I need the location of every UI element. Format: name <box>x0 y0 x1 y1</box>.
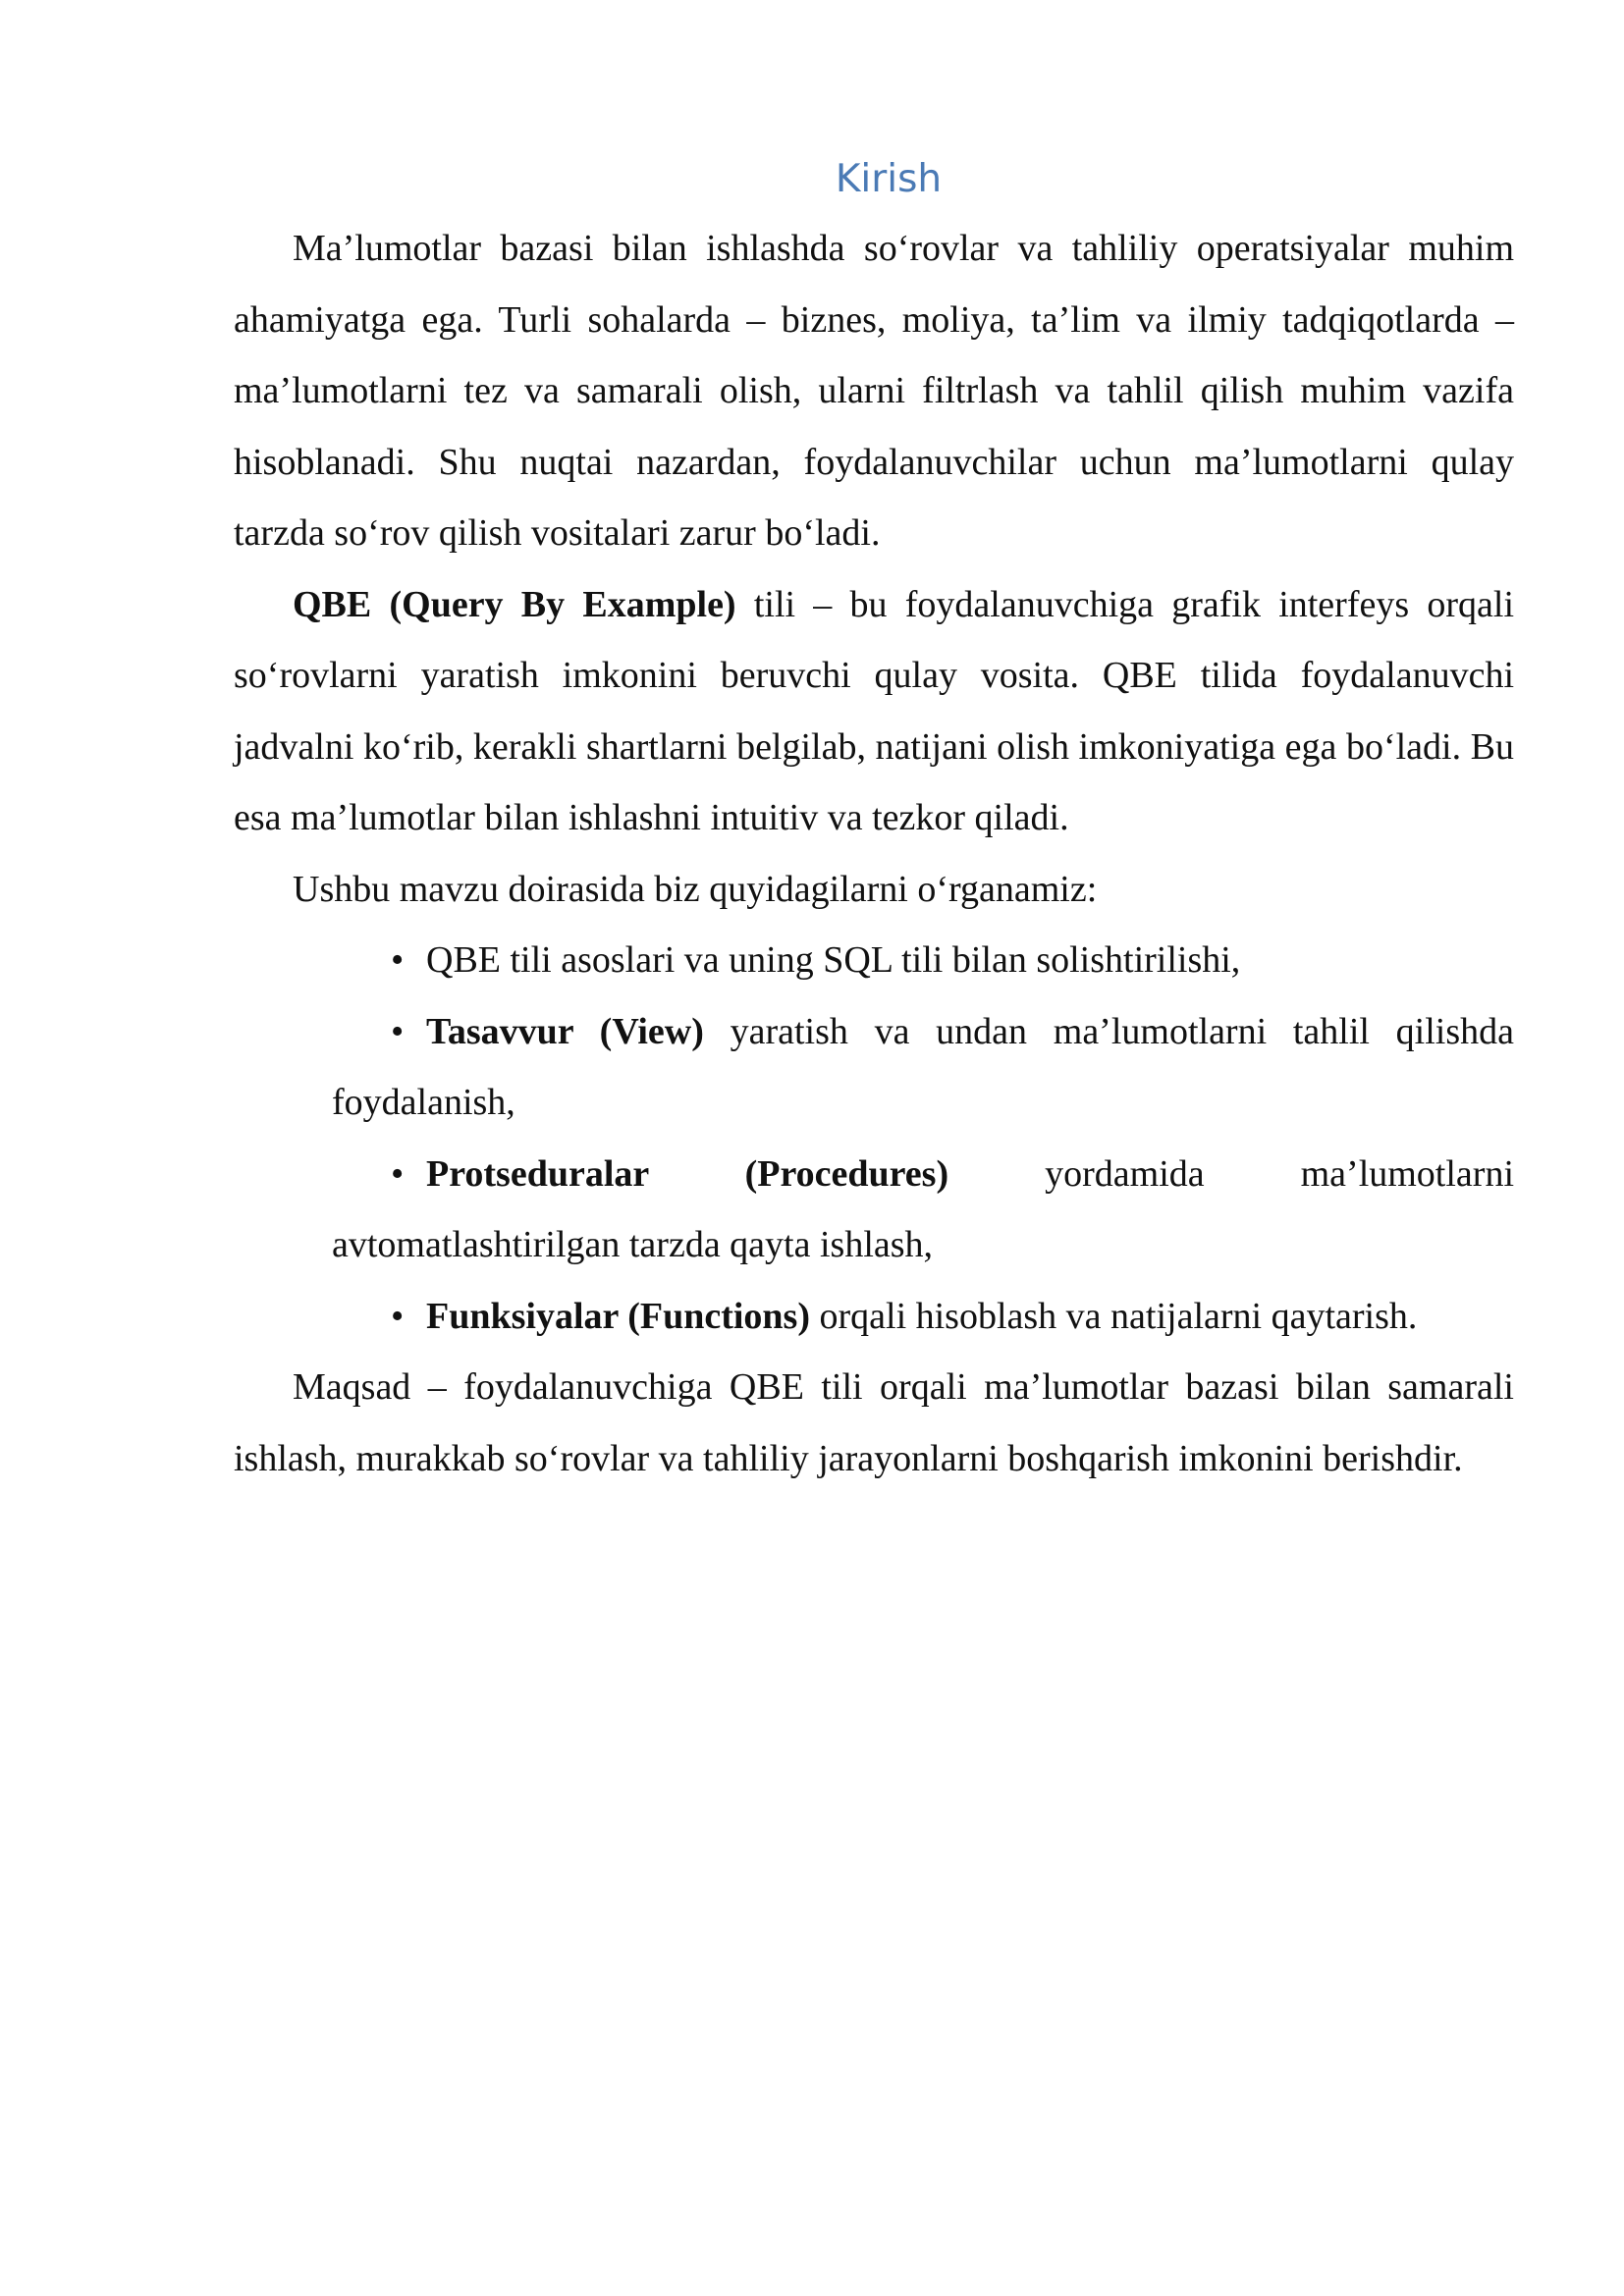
list-item-text: QBE tili asoslari va uning SQL tili bilan solishtirilishi, <box>426 939 1241 981</box>
list-item-text: yordamida ma’lumotlarni avtomatlashtirilgan tarzda qayta ishlash, <box>332 1152 1514 1265</box>
paragraph-qbe-bold: QBE (Query By Example) <box>293 583 736 625</box>
list-item-bold: Tasavvur (View) <box>426 1010 704 1052</box>
paragraph-goal: Maqsad – foydalanuvchiga QBE tili orqali ma’lumotlar bazasi bilan samarali ishlash, murakkab so‘rovlar va tahliliy jarayonlarni boshqarish imkonini berishdir. <box>234 1366 1514 1479</box>
list-item-text: orqali hisoblash va natijalarni qaytarish. <box>809 1295 1418 1337</box>
paragraph-qbe <box>234 569 1514 854</box>
paragraph-topics-intro: Ushbu mavzu doirasida biz quyidagilarni o‘rganamiz: <box>293 868 1098 910</box>
list-item-text: yaratish va undan ma’lumotlarni tahlil qilishda foydalanish, <box>332 1010 1514 1123</box>
list-item <box>332 1139 1514 1281</box>
list-item <box>332 925 1514 996</box>
page-title: Kirish <box>835 157 943 201</box>
bullet-icon: • <box>391 939 405 981</box>
paragraph-qbe-text: tili – bu foydalanuvchiga grafik interfeys orqali so‘rovlarni yaratish imkonini beruvchi qulay vosita. QBE tilida foydalanuvchi jadvalni ko‘rib, kerakli shartlarni belgilab, natijani olish imkoniyatiga ega bo‘ladi. Bu esa ma’lumotlar bilan ishlashni intuitiv va tezkor qiladi. <box>234 583 1515 838</box>
bullet-icon: • <box>391 1152 405 1195</box>
list-item <box>332 1281 1514 1353</box>
paragraph-intro: Ma’lumotlar bazasi bilan ishlashda so‘rovlar va tahliliy operatsiyalar muhim ahamiyatga ega. Turli sohalarda – biznes, moliya, ta’lim va ilmiy tadqiqotlarda – ma’lumotlarni tez va samarali olish, ularni filtrlash va tahlil qilish muhim vazifa hisoblanadi. Shu nuqtai nazardan, foydalanuvchilar uchun ma’lumotlarni qulay tarzda so‘rov qilish vositalari zarur bo‘ladi. <box>234 228 1514 554</box>
bullet-icon: • <box>391 1010 405 1052</box>
bullet-icon: • <box>391 1295 405 1337</box>
list-item-bold: Funksiyalar (Functions) <box>426 1295 810 1337</box>
topics-list <box>234 925 1514 1352</box>
list-item <box>332 996 1514 1139</box>
list-item-bold: Protseduralar (Procedures) <box>426 1152 949 1195</box>
